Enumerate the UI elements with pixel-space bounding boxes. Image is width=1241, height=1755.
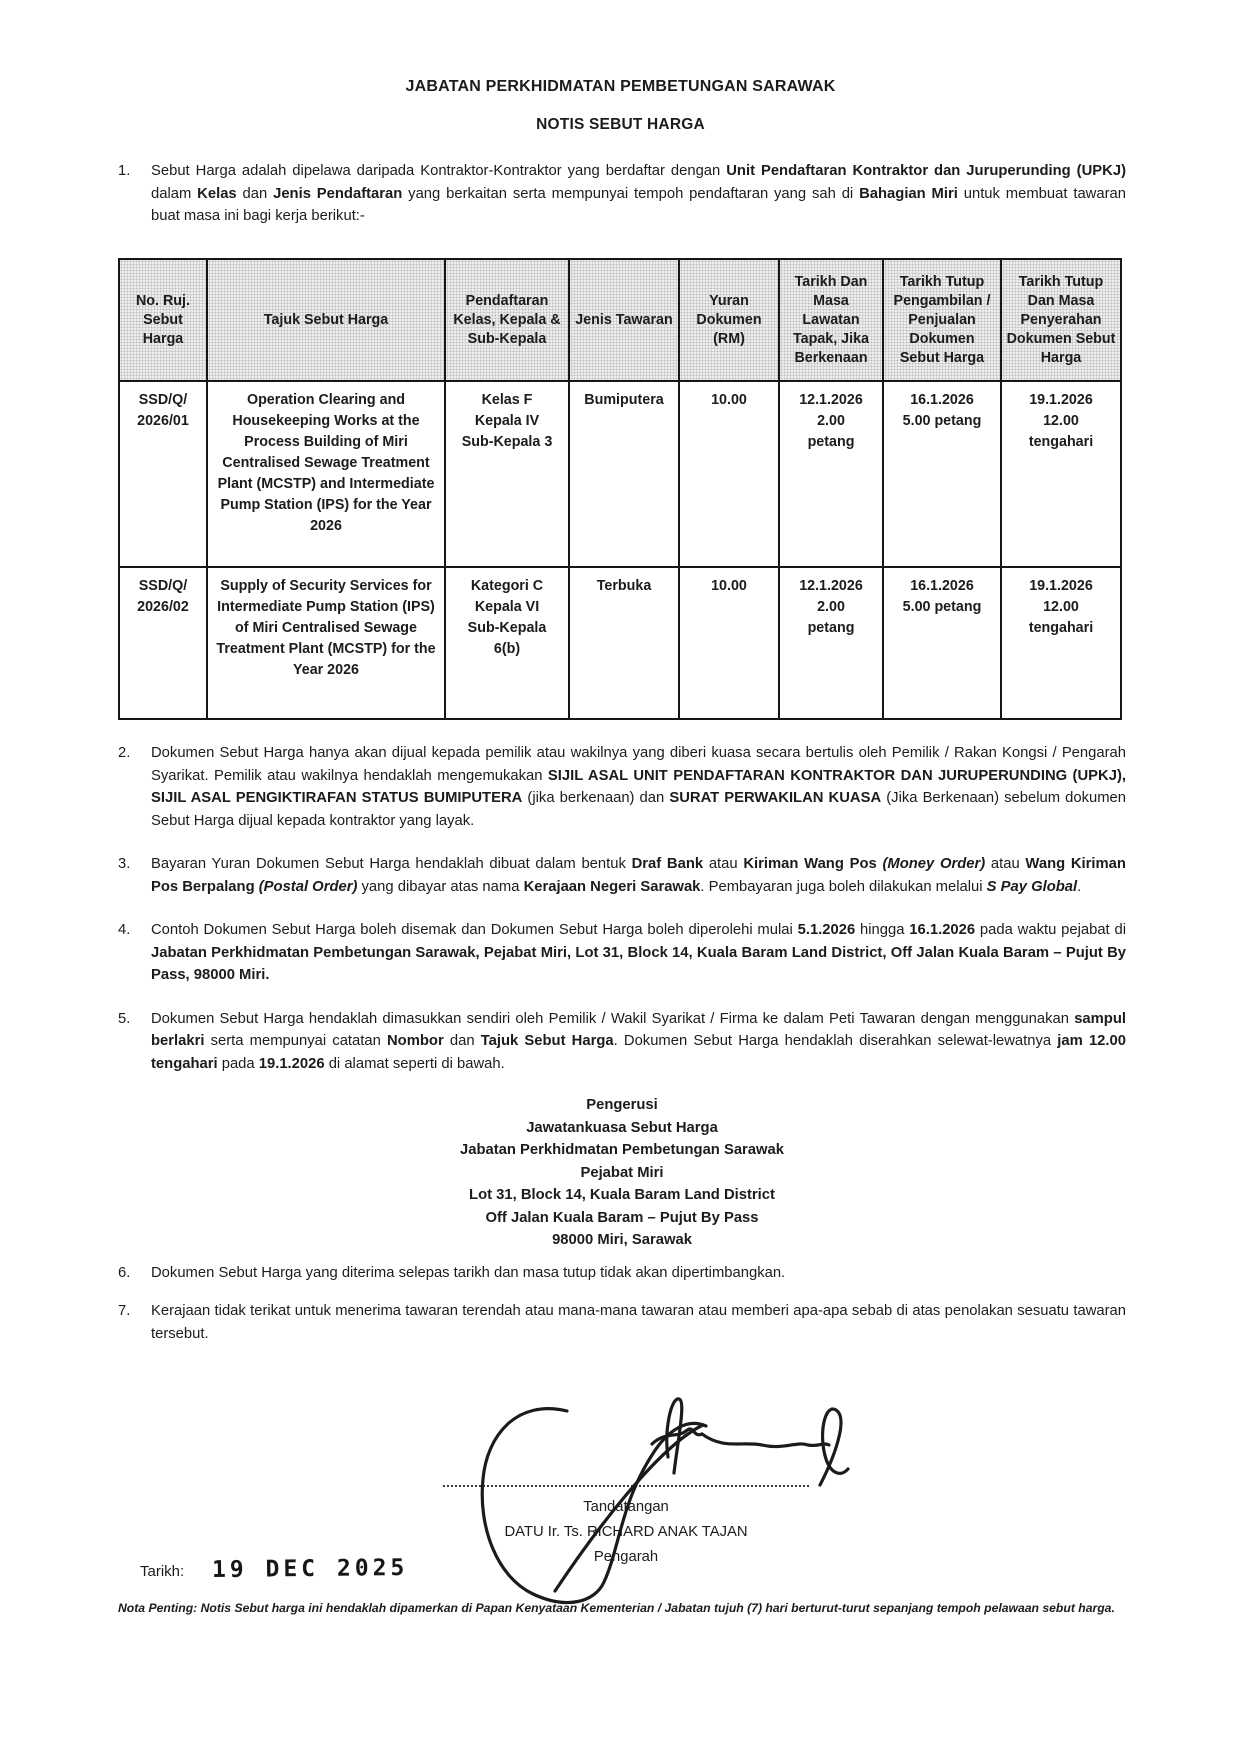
table-cell-tender-type: Bumiputera: [569, 381, 679, 567]
text-run: Unit Pendaftaran Kontraktor dan Juruperunding (UPKJ): [726, 163, 1126, 179]
paragraph-text: [151, 1008, 1126, 1076]
table-header-cell: Tarikh Dan Masa Lawatan Tapak, Jika Berkenaan: [779, 259, 883, 381]
signature-area: [405, 1385, 875, 1615]
paragraph-item-1: [118, 160, 1126, 228]
text-run: 5.1.2026: [797, 922, 856, 938]
text-run: (Postal Order): [258, 878, 358, 895]
date-label: Tarikh:: [140, 1563, 185, 1580]
paragraph-item-3: [118, 853, 1126, 898]
text-run: Nota Penting:: [118, 1601, 198, 1615]
text-run: SIJIL ASAL UNIT PENDAFTARAN KONTRAKTOR DAN JURUPERUNDING (UPKJ), SIJIL ASAL PENGIKTIRAFAN STATUS BUMIPUTERA: [151, 767, 1126, 806]
paragraph-item-2: [118, 742, 1126, 832]
paragraph-text: [151, 160, 1126, 228]
text-run: yang berkaitan serta mempunyai tempoh pendaftaran yang sah di: [402, 185, 860, 202]
table-header-cell: Tarikh Tutup Dan Masa Penyerahan Dokumen Sebut Harga: [1001, 259, 1121, 381]
text-run: serta mempunyai catatan: [204, 1033, 387, 1049]
table-cell-sale-closing: 16.1.2026 5.00 petang: [883, 381, 1001, 567]
text-run: di alamat seperti di bawah.: [324, 1055, 505, 1072]
text-run: Sebut Harga adalah dipelawa daripada Kontraktor-Kontraktor yang berdaftar dengan: [151, 163, 727, 179]
text-run: atau: [703, 856, 744, 872]
table-header-cell: Jenis Tawaran: [569, 259, 679, 381]
paragraph-item-7: [118, 1300, 1126, 1345]
text-run: jam 12.00 tengahari: [151, 1033, 1126, 1072]
text-run: SURAT PERWAKILAN KUASA: [669, 790, 882, 806]
text-run: 16.1.2026: [909, 922, 976, 938]
table-header-cell: Yuran Dokumen (RM): [679, 259, 779, 381]
text-run: Bayaran Yuran Dokumen Sebut Harga hendaklah dibuat dalam bentuk: [151, 856, 632, 872]
text-run: Dokumen Sebut Harga yang diterima selepas tarikh dan masa tutup tidak akan dipertimbangkan.: [151, 1265, 786, 1281]
text-run: sampul berlakri: [151, 1010, 1126, 1049]
text-run: dan: [443, 1033, 481, 1049]
table-cell-submit-closing: 19.1.2026 12.00 tengahari: [1001, 381, 1121, 567]
text-run: Notis Sebut harga ini hendaklah dipamerkan di Papan Kenyataan Kementerian / Jabatan tujuh (7) hari berturut-turut sepanjang tempoh pelawaan sebut harga.: [197, 1601, 1115, 1615]
table-header-cell: Tajuk Sebut Harga: [207, 259, 445, 381]
text-run: (jika berkenaan) dan: [522, 790, 670, 806]
text-run: untuk membuat tawaran buat masa ini bagi kerja berikut:-: [151, 185, 1126, 224]
signature-caption: Tandatangan: [583, 1499, 669, 1515]
paragraph-text: [151, 1300, 1126, 1345]
table-header: [119, 259, 1121, 381]
paragraph-text: [151, 919, 1126, 987]
paragraph-number: 6.: [118, 1265, 131, 1281]
table-header-cell: Pendaftaran Kelas, Kepala & Sub-Kepala: [445, 259, 569, 381]
paragraph-number: 2.: [118, 745, 131, 761]
table-cell-submit-closing: 19.1.2026 12.00 tengahari: [1001, 567, 1121, 719]
text-run: Bahagian Miri: [859, 185, 958, 202]
text-run: Tajuk Sebut Harga: [480, 1033, 614, 1049]
paragraph-number: 3.: [118, 856, 131, 872]
table-cell-registration: Kelas F Kepala IV Sub-Kepala 3: [445, 381, 569, 567]
text-run: . Pembayaran juga boleh dilakukan melalui: [700, 878, 987, 895]
signature-labels: [423, 1495, 829, 1570]
text-run: hingga: [855, 922, 910, 938]
table-header-cell: No. Ruj. Sebut Harga: [119, 259, 207, 381]
text-run: Jabatan Perkhidmatan Pembetungan Sarawak, Pejabat Miri, Lot 31, Block 14, Kuala Baram Land District, Off Jalan Kuala Baram – Pujut By Pass, 98000 Miri.: [151, 944, 1126, 983]
text-run: Dokumen Sebut Harga hendaklah dimasukkan sendiri oleh Pemilik / Wakil Syarikat / Firma ke dalam Peti Tawaran dengan menggunakan: [151, 1010, 1075, 1027]
paragraph-item-5: [118, 1008, 1126, 1076]
text-run: Contoh Dokumen Sebut Harga boleh disemak dan Dokumen Sebut Harga boleh diperolehi mulai: [151, 922, 798, 938]
paragraph-item-4: [118, 919, 1126, 987]
text-run: (Money Order): [882, 856, 986, 872]
paragraph-number: 7.: [118, 1303, 131, 1319]
submission-address-block: Pengerusi Jawatankuasa Sebut Harga Jabatan Perkhidmatan Pembetungan Sarawak Pejabat Miri Lot 31, Block 14, Kuala Baram Land District Off Jalan Kuala Baram – Pujut By Pass 98000 Miri, Sarawak: [460, 1097, 784, 1248]
text-run: Nombor: [387, 1033, 444, 1049]
text-run: 19.1.2026: [258, 1055, 325, 1072]
table-cell-fee: 10.00: [679, 381, 779, 567]
text-run: dalam: [151, 185, 198, 202]
text-run: Draf Bank: [631, 856, 704, 872]
paragraph-text: [151, 742, 1126, 832]
table-cell-site-visit: 12.1.2026 2.00 petang: [779, 567, 883, 719]
table-cell-tender-type: Terbuka: [569, 567, 679, 719]
text-run: atau: [985, 856, 1026, 872]
text-run: (Jika Berkenaan) sebelum dokumen Sebut Harga dijual kepada kontraktor yang layak.: [151, 790, 1127, 829]
table-cell-ref-no: SSD/Q/ 2026/02: [119, 567, 207, 719]
text-run: Kiriman Wang Pos: [743, 856, 877, 872]
table-cell-title: Operation Clearing and Housekeeping Works at the Process Building of Miri Centralised Sewage Treatment Plant (MCSTP) and Intermediate Pump Station (IPS) for the Year 2026: [207, 381, 445, 567]
signatory-position: Pengarah: [593, 1549, 659, 1565]
text-run: dan: [236, 185, 274, 202]
text-run: S Pay Global: [986, 878, 1078, 895]
footer-note: [118, 1600, 1128, 1616]
text-run: Jenis Pendaftaran: [273, 185, 403, 202]
text-run: .: [1077, 878, 1082, 895]
quotation-table: [118, 258, 1122, 720]
signatory-name: DATU Ir. Ts. RICHARD ANAK TAJAN: [504, 1524, 748, 1540]
table-header-cell: Tarikh Tutup Pengambilan / Penjualan Dokumen Sebut Harga: [883, 259, 1001, 381]
text-run: . Dokumen Sebut Harga hendaklah diserahkan selewat-lewatnya: [613, 1033, 1058, 1049]
paragraph-number: 1.: [118, 163, 131, 179]
text-run: Kerajaan Negeri Sarawak: [523, 878, 701, 895]
text-run: Kelas: [197, 185, 237, 202]
table-cell-site-visit: 12.1.2026 2.00 petang: [779, 381, 883, 567]
notes-section: [118, 742, 1126, 1096]
table-cell-ref-no: SSD/Q/ 2026/01: [119, 381, 207, 567]
paragraph-text: [151, 1262, 1126, 1285]
table-cell-registration: Kategori C Kepala VI Sub-Kepala 6(b): [445, 567, 569, 719]
table-row: [119, 567, 1121, 719]
date-stamp: 19 DEC 2025: [212, 1554, 409, 1584]
text-run: yang dibayar atas nama: [357, 878, 524, 895]
text-run: Dokumen Sebut Harga hanya akan dijual kepada pemilik atau wakilnya yang diberi kuasa secara bertulis oleh Pemilik / Rakan Kongsi / Pengarah Syarikat. Pemilik atau wakilnya hendaklah mengemukakan: [151, 745, 1126, 784]
date-line: [140, 1556, 409, 1582]
notice-title: NOTIS SEBUT HARGA: [536, 116, 705, 133]
text-run: pada: [217, 1055, 259, 1072]
table-row: [119, 381, 1121, 567]
paragraph-number: 5.: [118, 1010, 131, 1027]
page-title: JABATAN PERKHIDMATAN PEMBETUNGAN SARAWAK: [405, 78, 836, 95]
paragraph-item-6: [118, 1262, 1126, 1285]
text-run: Wang Kiriman Pos Berpalang: [151, 856, 1126, 895]
text-run: pada waktu pejabat di: [975, 922, 1126, 938]
table-cell-title: Supply of Security Services for Intermediate Pump Station (IPS) of Miri Centralised Sewage Treatment Plant (MCSTP) for the Year 2026: [207, 567, 445, 719]
paragraph-text: [151, 853, 1126, 898]
table-cell-sale-closing: 16.1.2026 5.00 petang: [883, 567, 1001, 719]
table-header-row: [119, 259, 1121, 381]
paragraph-number: 4.: [118, 922, 131, 938]
table-cell-fee: 10.00: [679, 567, 779, 719]
text-run: Kerajaan tidak terikat untuk menerima tawaran terendah atau mana-mana tawaran atau memberi apa-apa sebab di atas penolakan sesuatu tawaran tersebut.: [151, 1303, 1126, 1342]
